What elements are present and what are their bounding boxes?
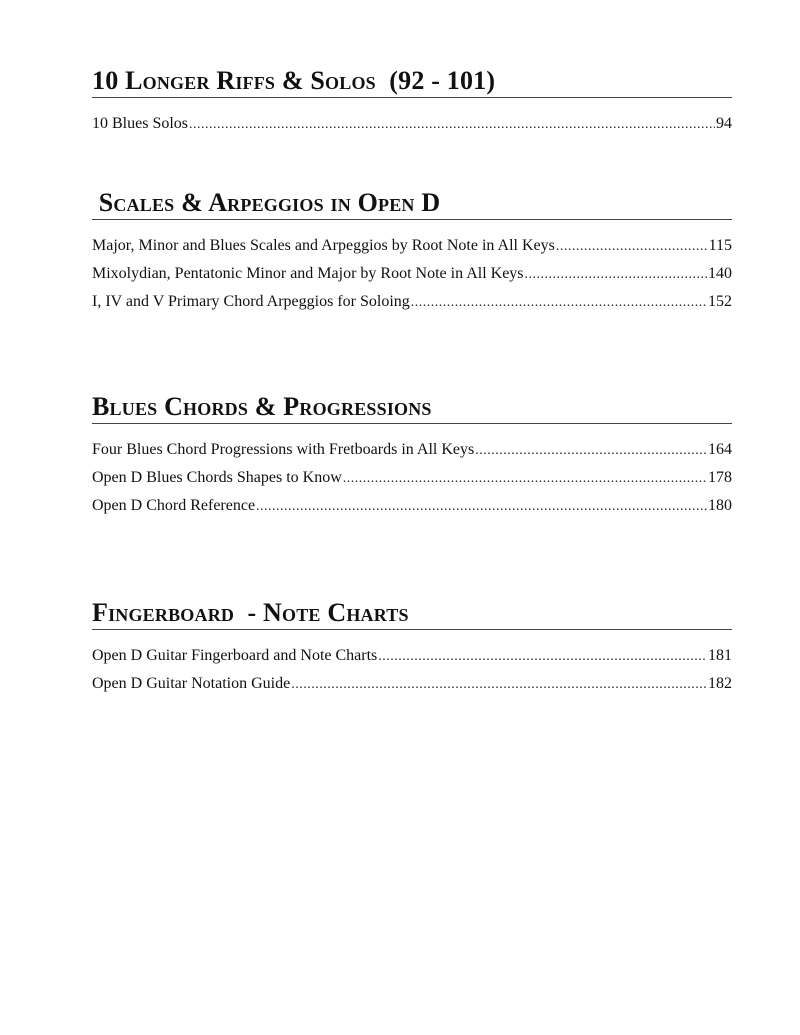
dot-leader (378, 643, 707, 671)
toc-entry-page: 180 (708, 497, 732, 514)
toc-list (92, 642, 732, 698)
section-divider (92, 629, 732, 630)
toc-entry[interactable] (92, 492, 732, 520)
toc-section-longer-riffs (92, 66, 732, 138)
toc-list (92, 436, 732, 520)
dot-leader (343, 465, 707, 493)
dot-leader (475, 437, 707, 465)
toc-entry-title: 10 Blues Solos (92, 115, 189, 132)
toc-entry-page: 152 (708, 293, 732, 310)
toc-entry-page: 94 (716, 115, 732, 132)
section-divider (92, 219, 732, 220)
section-heading: 10 Longer Riffs & Solos (92 - 101) (92, 66, 496, 95)
section-divider (92, 97, 732, 98)
toc-entry[interactable] (92, 642, 732, 670)
toc-entry-page: 140 (708, 265, 732, 282)
toc-section-fingerboard (92, 598, 732, 698)
toc-entry-title: Four Blues Chord Progressions with Fretboards in All Keys (92, 441, 475, 458)
toc-entry-title: Open D Guitar Fingerboard and Note Charts (92, 647, 378, 664)
toc-entry[interactable] (92, 464, 732, 492)
toc-entry-page: 181 (708, 647, 732, 664)
toc-list (92, 110, 732, 138)
dot-leader (411, 289, 707, 317)
toc-entry-page: 164 (708, 441, 732, 458)
toc-entry-title: I, IV and V Primary Chord Arpeggios for Soloing (92, 293, 410, 310)
section-divider (92, 423, 732, 424)
toc-entry-page: 178 (708, 469, 732, 486)
section-heading: Fingerboard - Note Charts (92, 598, 409, 627)
toc-entry-title: Open D Chord Reference (92, 497, 256, 514)
toc-entry[interactable] (92, 260, 732, 288)
toc-entry[interactable] (92, 288, 732, 316)
dot-leader (556, 233, 708, 261)
toc-entry-title: Mixolydian, Pentatonic Minor and Major by Root Note in All Keys (92, 265, 524, 282)
section-heading: Scales & Arpeggios in Open D (92, 188, 441, 217)
toc-entry-page: 182 (708, 675, 732, 692)
toc-entry[interactable] (92, 670, 732, 698)
toc-list (92, 232, 732, 316)
dot-leader (189, 111, 715, 139)
toc-entry-title: Open D Blues Chords Shapes to Know (92, 469, 342, 486)
toc-entry[interactable] (92, 232, 732, 260)
toc-section-blues-chords (92, 392, 732, 520)
toc-section-scales-arpeggios (92, 188, 732, 316)
section-heading: Blues Chords & Progressions (92, 392, 432, 421)
dot-leader (291, 671, 707, 699)
dot-leader (256, 493, 707, 521)
toc-entry-title: Major, Minor and Blues Scales and Arpeggios by Root Note in All Keys (92, 237, 555, 254)
toc-entry-page: 115 (708, 237, 732, 254)
toc-entry[interactable] (92, 436, 732, 464)
dot-leader (525, 261, 707, 289)
toc-entry-title: Open D Guitar Notation Guide (92, 675, 291, 692)
toc-entry[interactable] (92, 110, 732, 138)
